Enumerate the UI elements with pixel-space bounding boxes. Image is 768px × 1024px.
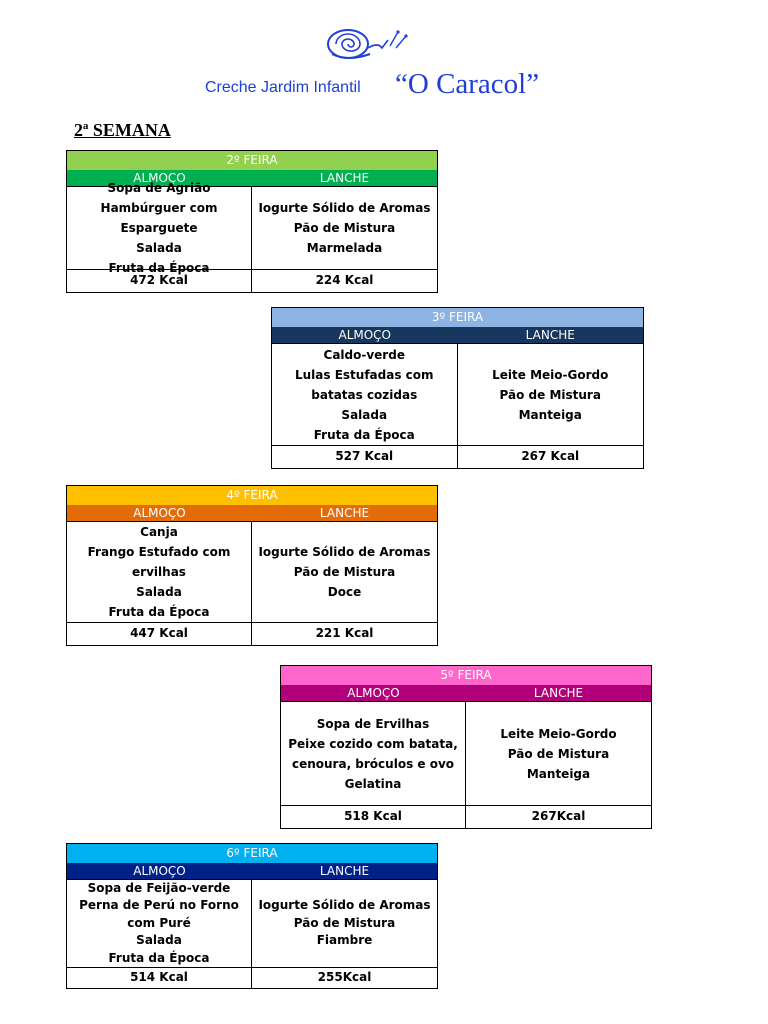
day-header: 4º FEIRA	[67, 486, 437, 505]
almoco-item: Hambúrguer com Esparguete	[100, 201, 218, 235]
almoco-item: Caldo-verde	[323, 347, 405, 362]
menu-table-day-1	[271, 307, 644, 469]
menu-table-day-4	[66, 843, 438, 989]
kcal-lanche: 267 Kcal	[521, 449, 580, 463]
kcal-row	[67, 622, 437, 645]
kcal-row	[281, 805, 651, 828]
lanche-item: Pão de Mistura	[293, 221, 396, 235]
menu-items-row	[281, 701, 651, 805]
column-headers	[281, 685, 651, 701]
lanche-item: Doce	[327, 585, 362, 599]
lanche-item: Manteiga	[518, 407, 582, 422]
almoco-item: Lulas Estufadas com	[294, 367, 434, 382]
column-header-lanche: LANCHE	[319, 171, 370, 185]
lanche-cell	[252, 880, 437, 967]
day-header: 3º FEIRA	[272, 308, 643, 327]
kcal-almoco: 447 Kcal	[67, 623, 252, 645]
menu-items-row	[67, 521, 437, 622]
column-header-lanche: LANCHE	[319, 864, 370, 878]
almoco-item: Salada	[136, 585, 182, 599]
almoco-item: Sopa de Ervilhas	[316, 716, 430, 731]
kcal-almoco: 527 Kcal	[272, 446, 458, 468]
column-header-almoco: ALMOÇO	[347, 686, 400, 700]
lanche-item: Iogurte Sólido de Aromas	[258, 545, 431, 559]
almoco-item: Salada	[136, 241, 182, 255]
column-header-almoco: ALMOÇO	[133, 506, 186, 520]
menu-items-row	[272, 343, 643, 445]
menu-table-day-3	[280, 665, 652, 829]
day-header: 5º FEIRA	[281, 666, 651, 685]
almoco-item: Canja	[140, 525, 178, 539]
column-headers	[67, 505, 437, 521]
snail-logo-icon	[318, 18, 414, 66]
kcal-lanche: 221 Kcal	[315, 626, 374, 640]
kcal-almoco: 514 Kcal	[67, 968, 252, 988]
lanche-cell	[252, 522, 437, 622]
almoco-item: Perna de Perú no Forno	[79, 898, 239, 913]
menu-table-day-2	[66, 485, 438, 646]
almoco-item: Peixe cozido com batata,	[288, 736, 458, 751]
almoco-item: Fruta da Época	[313, 427, 415, 442]
column-header-lanche: LANCHE	[319, 506, 370, 520]
almoco-cell	[67, 181, 252, 275]
lanche-cell	[458, 344, 644, 445]
kcal-row	[67, 269, 437, 292]
brand-prefix: Creche Jardim Infantil	[205, 79, 361, 96]
lanche-cell	[466, 702, 651, 805]
column-headers	[272, 327, 643, 343]
lanche-item: Leite Meio-Gordo	[500, 726, 617, 741]
almoco-cell	[67, 880, 252, 967]
lanche-item: Iogurte Sólido de Aromas	[258, 898, 431, 913]
day-header: 6º FEIRA	[67, 844, 437, 863]
kcal-almoco: 472 Kcal	[67, 270, 252, 292]
day-header: 2º FEIRA	[67, 151, 437, 170]
almoco-item: Fruta da Época	[108, 261, 210, 275]
almoco-item: Salada	[341, 407, 388, 422]
almoco-item: Salada	[136, 933, 182, 948]
brand-name: “O Caracol”	[395, 68, 540, 100]
menu-table-day-0	[66, 150, 438, 293]
almoco-item: ervilhas	[132, 565, 186, 579]
lanche-item: Pão de Mistura	[293, 565, 396, 579]
lanche-item: Iogurte Sólido de Aromas	[258, 201, 431, 215]
lanche-item: Pão de Mistura	[499, 387, 601, 402]
kcal-row	[272, 445, 643, 468]
almoco-item: com Puré	[127, 915, 191, 930]
menu-items-row	[67, 181, 437, 275]
lanche-item: Pão de Mistura	[507, 746, 610, 761]
column-header-almoco: ALMOÇO	[133, 864, 186, 878]
almoco-item: cenoura, bróculos e ovo	[291, 756, 455, 771]
almoco-item: Sopa de Agrião	[107, 181, 211, 195]
kcal-almoco: 518 Kcal	[281, 806, 466, 828]
kcal-row	[67, 967, 437, 988]
kcal-lanche: 255Kcal	[317, 970, 372, 984]
lanche-item: Fiambre	[316, 933, 373, 948]
lanche-cell	[252, 187, 437, 269]
column-headers	[67, 863, 437, 879]
column-header-almoco: ALMOÇO	[338, 328, 392, 342]
almoco-item: Frango Estufado com	[87, 545, 231, 559]
week-title: 2ª SEMANA	[74, 120, 171, 140]
almoco-item: Fruta da Época	[108, 605, 210, 619]
almoco-item: Gelatina	[344, 776, 402, 791]
column-header-lanche: LANCHE	[525, 328, 575, 342]
almoco-item: Sopa de Feijão-verde	[87, 880, 231, 895]
almoco-cell	[272, 344, 458, 445]
kcal-lanche: 224 Kcal	[315, 273, 374, 287]
almoco-item: batatas cozidas	[311, 387, 418, 402]
almoco-cell	[67, 522, 252, 622]
kcal-lanche: 267Kcal	[531, 809, 586, 823]
almoco-item: Fruta da Época	[108, 950, 210, 965]
lanche-item: Pão de Mistura	[293, 915, 396, 930]
lanche-item: Manteiga	[526, 766, 591, 781]
lanche-item: Leite Meio-Gordo	[492, 367, 609, 382]
almoco-cell	[281, 702, 466, 805]
column-header-lanche: LANCHE	[533, 686, 584, 700]
menu-items-row	[67, 879, 437, 967]
lanche-item: Marmelada	[306, 241, 383, 255]
column-header-almoco: ALMOÇO	[133, 171, 186, 185]
